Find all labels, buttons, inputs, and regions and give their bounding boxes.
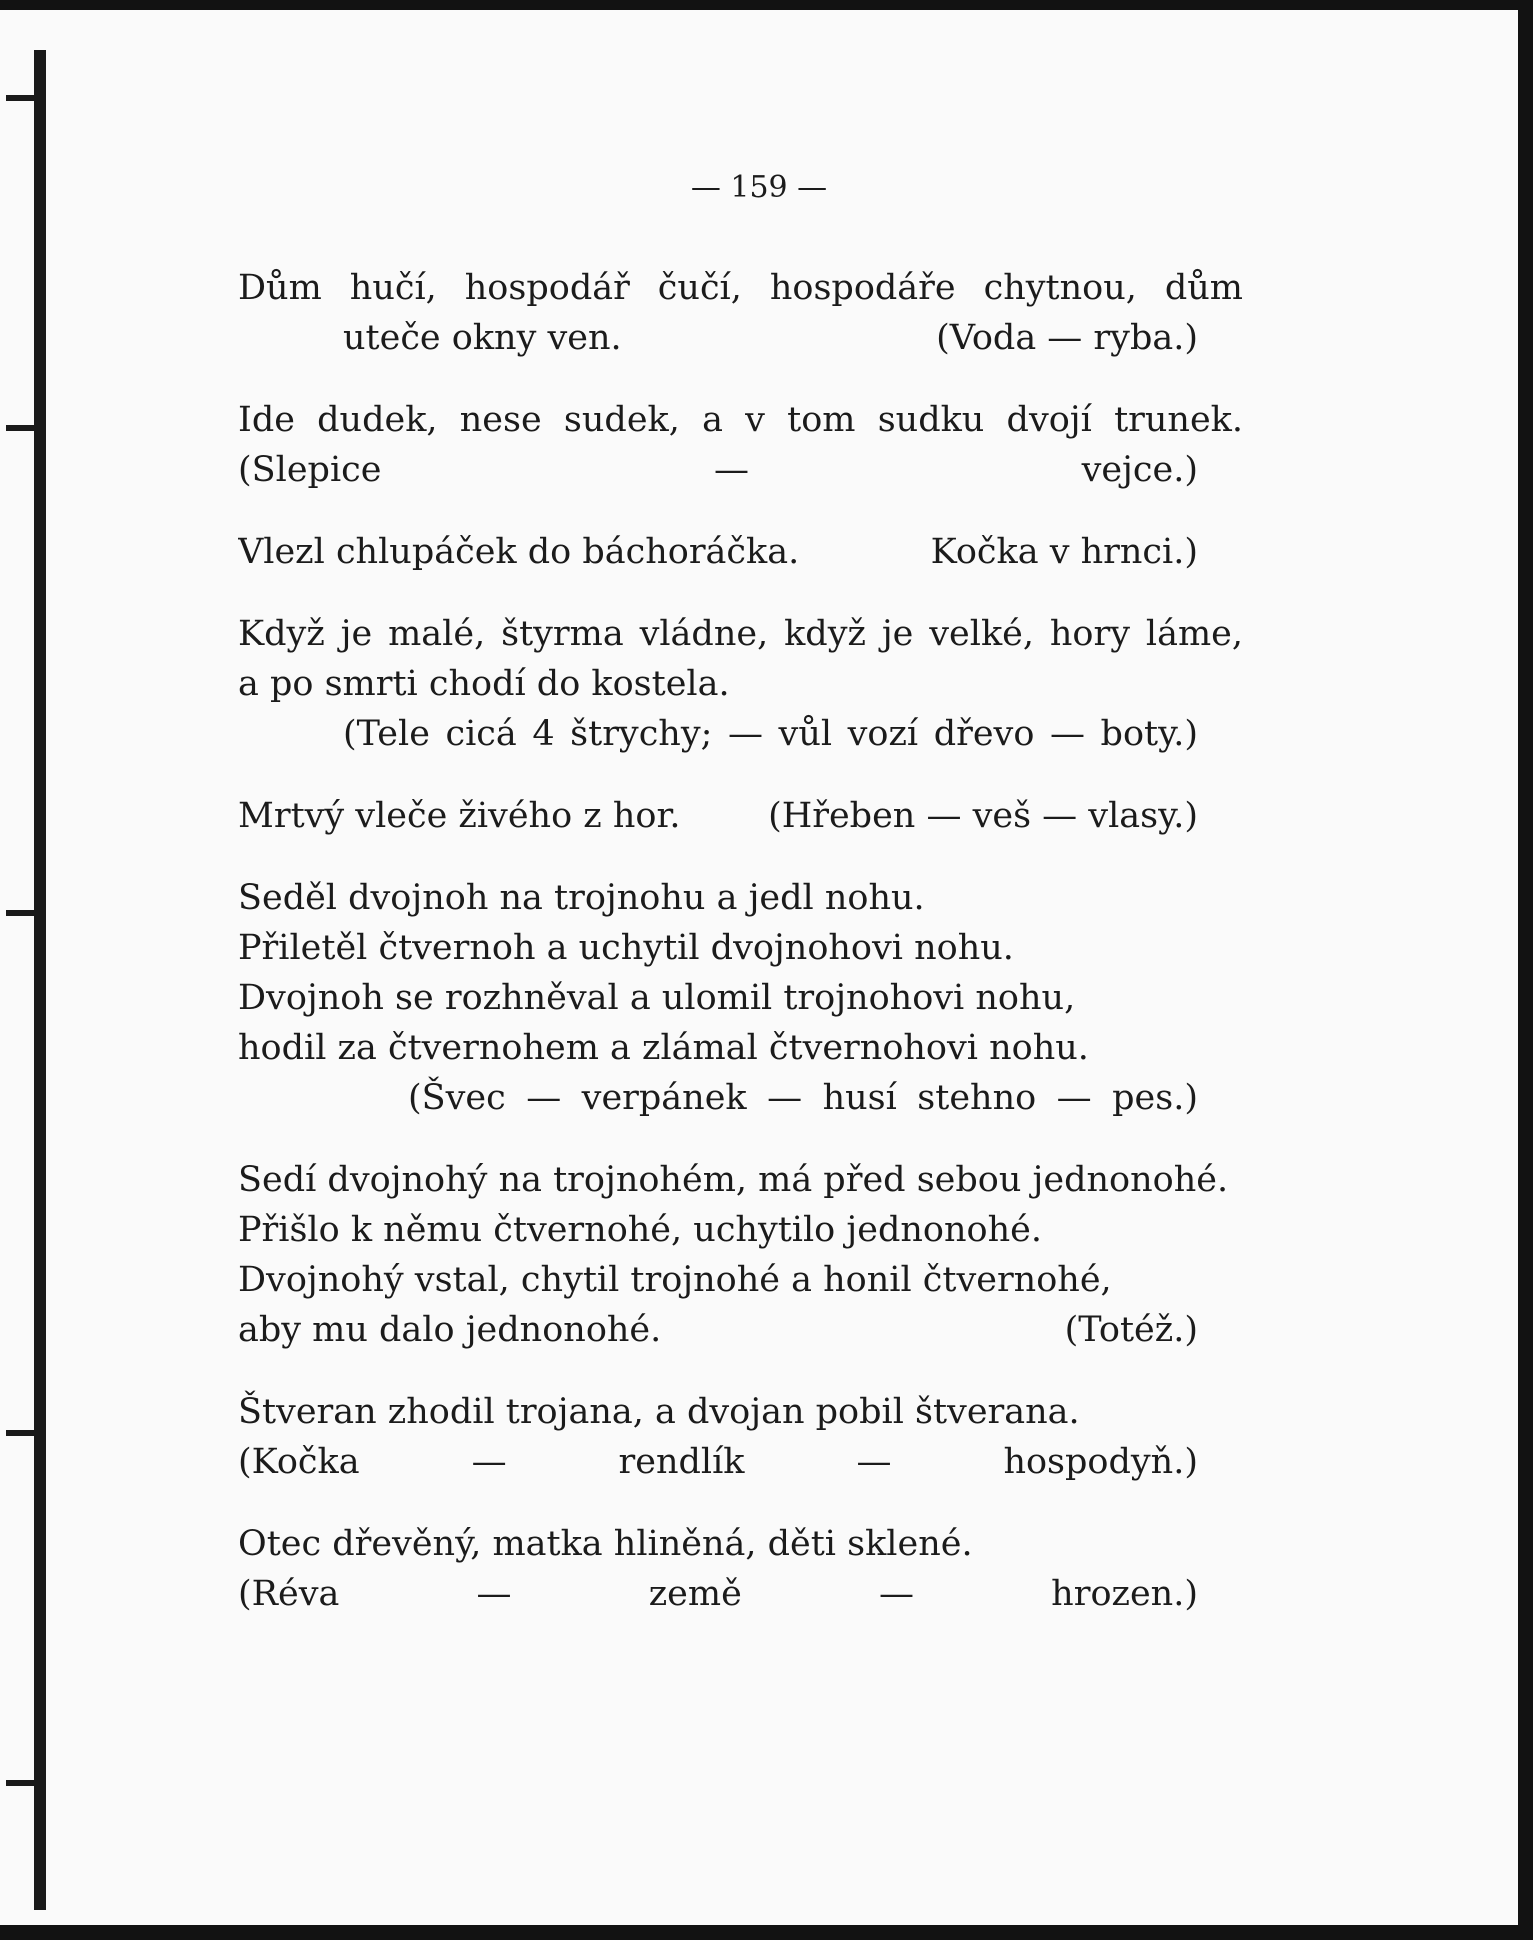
riddle-answer: (Kočka — rendlík — hospodyň.)	[238, 1442, 1198, 1482]
binding-mark	[6, 425, 46, 431]
riddle	[238, 527, 1248, 577]
riddle-line: hodil za čtvernohem a zlámal čtvernohovi nohu.	[238, 1028, 1089, 1068]
binding-mark	[6, 910, 46, 916]
riddle-answer: (Voda — ryba.)	[936, 318, 1198, 358]
riddle-answer: (Švec — verpánek — husí stehno — pes.)	[408, 1078, 1198, 1118]
riddle-line: Dvojnohý vstal, chytil trojnohé a honil čtvernohé,	[238, 1260, 1112, 1300]
riddle-line: Když je malé, štyrma vládne, když je velké, hory láme,	[238, 614, 1243, 654]
riddle-line: a po smrti chodí do kostela.	[238, 664, 730, 704]
riddle-line: Ide dudek, nese sudek, a v tom sudku dvojí trunek.	[238, 400, 1243, 440]
riddle-line: Seděl dvojnoh na trojnohu a jedl nohu.	[238, 878, 925, 918]
riddle-line: Štveran zhodil trojana, a dvojan pobil štverana.	[238, 1392, 1080, 1432]
riddle-answer: (Hřeben — veš — vlasy.)	[768, 796, 1198, 836]
binding-mark	[6, 95, 46, 101]
riddle-line: Sedí dvojnohý na trojnohém, má před sebou jednonohé.	[238, 1160, 1229, 1200]
riddle-line: Přišlo k němu čtvernohé, uchytilo jednonohé.	[238, 1210, 1042, 1250]
riddle-text: Mrtvý vleče živého z hor.	[238, 796, 681, 836]
binding-mark	[6, 1780, 46, 1786]
riddle-answer: (Totéž.)	[1064, 1310, 1198, 1350]
riddle-text: uteče okny ven.	[343, 318, 622, 358]
riddle	[238, 395, 1248, 495]
riddle	[238, 1155, 1248, 1355]
riddle	[238, 263, 1248, 363]
riddle-list	[238, 263, 1248, 1651]
riddle-line: Otec dřevěný, matka hliněná, děti sklené.	[238, 1524, 973, 1564]
riddle-answer: (Tele cicá 4 štrychy; — vůl vozí dřevo — boty.)	[343, 714, 1198, 754]
riddle	[238, 873, 1248, 1123]
riddle-line: Dům hučí, hospodář čučí, hospodáře chytnou, dům	[238, 268, 1243, 308]
riddle-line-with-answer	[238, 313, 1198, 363]
riddle-answer: (Réva — země — hrozen.)	[238, 1574, 1198, 1614]
binding-edge	[34, 50, 46, 1910]
riddle-line: Dvojnoh se rozhněval a ulomil trojnohovi nohu,	[238, 978, 1076, 1018]
riddle-answer: Kočka v hrnci.)	[930, 532, 1198, 572]
riddle-answer: (Slepice — vejce.)	[238, 450, 1198, 490]
riddle	[238, 1387, 1248, 1487]
page-number: — 159 —	[690, 170, 828, 205]
riddle	[238, 609, 1248, 759]
riddle-line-with-answer	[238, 1305, 1198, 1355]
riddle-line-with-answer	[238, 527, 1198, 577]
riddle	[238, 791, 1248, 841]
riddle-line: Přiletěl čtvernoh a uchytil dvojnohovi nohu.	[238, 928, 1014, 968]
riddle-line-with-answer	[238, 791, 1198, 841]
riddle-text: aby mu dalo jednonohé.	[238, 1310, 662, 1350]
book-page	[0, 10, 1518, 1925]
riddle	[238, 1519, 1248, 1619]
binding-mark	[6, 1430, 46, 1436]
riddle-text: Vlezl chlupáček do báchoráčka.	[238, 532, 800, 572]
